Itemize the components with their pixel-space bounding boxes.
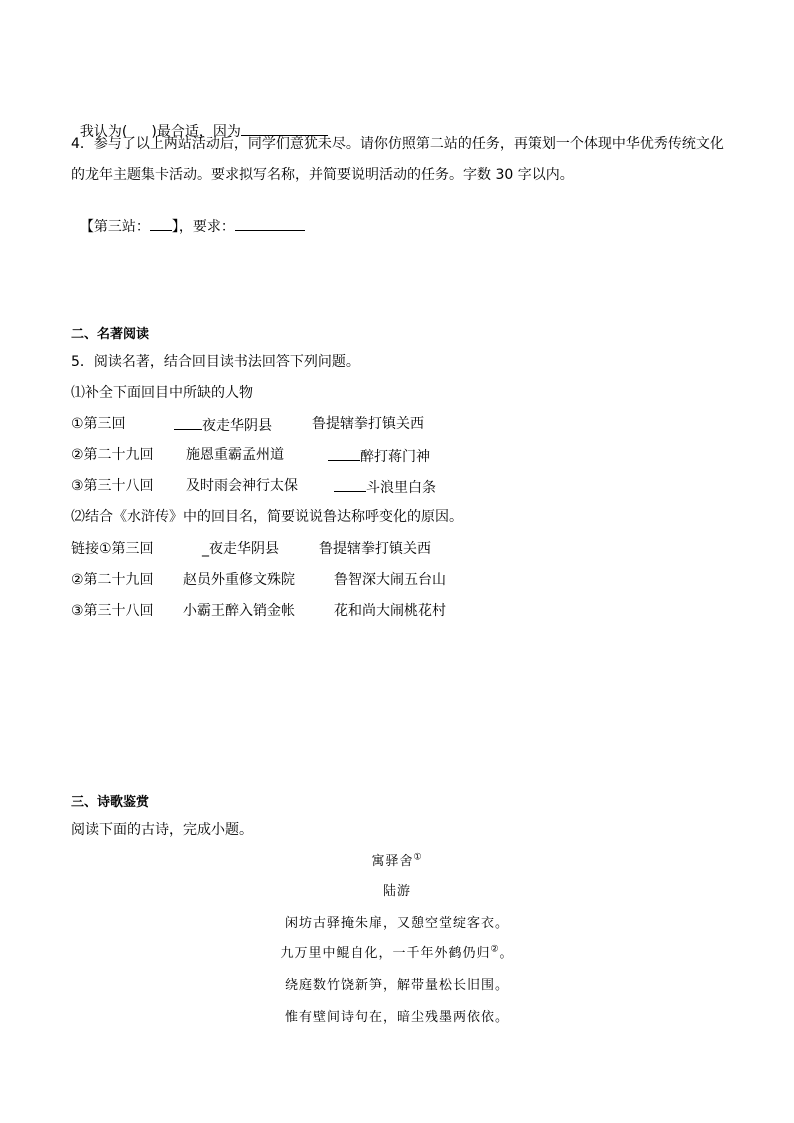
chapter-number: ①第三回	[71, 416, 126, 432]
chapter-title-b: 斗浪里白条	[334, 477, 436, 497]
chapter-title-a: 夜走华阴县	[174, 415, 272, 435]
chapter-title-b: 鲁提辖拳打镇关西	[312, 416, 424, 432]
chapter-title-a: 赵员外重修文殊院	[183, 572, 295, 588]
q4-line-1: 4．参与了以上两站活动后，同学们意犹未尽。请你仿照第二站的任务，再策划一个体现中华优秀传统文化	[71, 136, 724, 152]
chapter-number: 链接①第三回	[71, 541, 154, 557]
station-prefix: 【第三站：	[79, 219, 150, 235]
section2-heading: 二、名著阅读	[71, 327, 150, 342]
q5-prompt: 5．阅读名著，结合回目读书法回答下列问题。	[71, 354, 360, 370]
chapter-number: ③第三十八回	[71, 603, 154, 619]
q3-middle: )最合适，因为	[151, 124, 241, 140]
character-blank[interactable]	[334, 477, 366, 492]
chapter-title-b: 花和尚大闹桃花村	[334, 603, 446, 619]
footnote-marker: ①	[413, 852, 423, 863]
part1-prompt: ⑴补全下面回目中所缺的人物	[71, 385, 253, 401]
poem-line: 惟有壁间诗句在，暗尘残墨两依依。	[284, 1010, 509, 1025]
q4-line-2: 的龙年主题集卡活动。要求拟写名称，并简要说明活动的任务。字数 30 字以内。	[71, 167, 574, 183]
section3-heading: 三、诗歌鉴赏	[71, 795, 150, 810]
poem-instructions: 阅读下面的古诗，完成小题。	[71, 822, 253, 838]
poem-author: 陆游	[382, 884, 411, 899]
chapter-number: ③第三十八回	[71, 478, 154, 494]
poem-line: 闲坊古驿掩朱扉，又憩空堂绽客衣。	[284, 916, 509, 931]
q3-prefix: 我认为(	[79, 124, 128, 140]
station-name-blank[interactable]	[150, 216, 172, 231]
station-requirement-blank[interactable]	[235, 216, 305, 231]
chapter-title-b: 鲁智深大闹五台山	[334, 572, 446, 588]
link-row-3	[71, 602, 446, 674]
q4-station-line	[71, 198, 305, 236]
poem-title: 寓驿舍①	[371, 852, 423, 869]
chapter-title-b: 鲁提辖拳打镇关西	[319, 541, 431, 557]
chapter-number: ②第二十九回	[71, 447, 154, 463]
chapter-title-a: _夜走华阴县	[202, 541, 279, 557]
poem-line: 九万里中鲲自化，一千年外鹤仍归②。	[280, 944, 514, 961]
character-blank[interactable]	[174, 415, 202, 430]
chapter-title-a: 小霸王醉入销金帐	[183, 603, 295, 619]
chapter-title-a: 及时雨会神行太保	[186, 478, 298, 494]
chapter-title-a: 施恩重霸孟州道	[186, 447, 284, 463]
footnote-marker: ②	[490, 944, 500, 955]
q3-reason-blank[interactable]	[241, 121, 328, 136]
character-blank[interactable]	[328, 446, 360, 461]
chapter-title-b: 醉打蒋门神	[328, 446, 430, 466]
poem-line: 绕庭数竹饶新笋，解带量松长旧围。	[284, 978, 509, 993]
part2-prompt: ⑵结合《水浒传》中的回目名，简要说说鲁达称呼变化的原因。	[71, 509, 463, 525]
chapter-number: ②第二十九回	[71, 572, 154, 588]
station-suffix: 】，要求：	[171, 219, 235, 235]
